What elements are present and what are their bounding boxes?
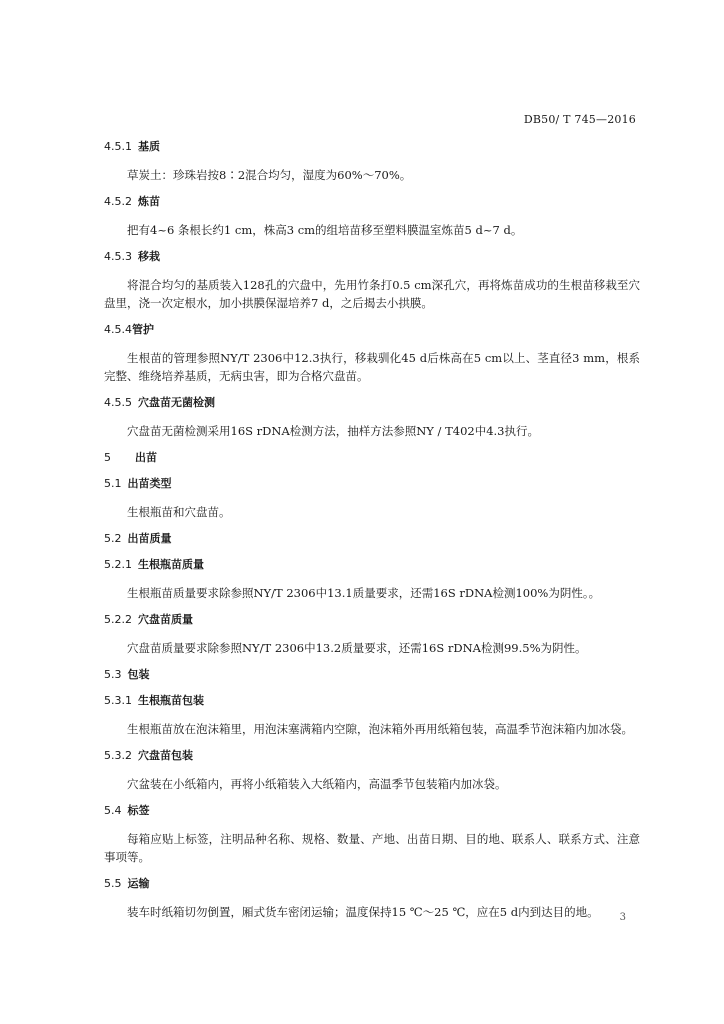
chapter-heading [104, 451, 640, 465]
section-title: 出苗 [135, 451, 157, 464]
section-title: 标签 [127, 804, 150, 817]
section-paragraph: 生根苗的管理参照NY/T 2306中12.3执行，移栽驯化45 d后株高在5 cm以上、茎直径3 mm，根系完整、维绕培养基质，无病虫害，即为合格穴盘苗。 [104, 351, 640, 383]
section-title: 出苗质量 [127, 532, 172, 545]
section-paragraph: 生根瓶苗放在泡沫箱里，用泡沫塞满箱内空隙，泡沫箱外再用纸箱包装，高温季节泡沫箱内加冰袋。 [127, 722, 633, 736]
section-number: 5.2 [104, 532, 122, 545]
page-number: 3 [619, 912, 626, 923]
section-number: 4.5.5 [104, 396, 132, 409]
section-number: 4.5.3 [104, 250, 132, 263]
section-heading [104, 877, 640, 891]
section-number: 5.5 [104, 877, 122, 890]
section-number: 4.5.4 [104, 323, 132, 336]
section-heading [104, 140, 640, 154]
section-paragraph: 生根瓶苗质量要求除参照NY/T 2306中13.1质量要求，还需16S rDNA检测100%为阴性。。 [127, 586, 601, 600]
section-heading [104, 613, 640, 627]
section-title: 生根瓶苗质量 [138, 558, 204, 571]
section-number: 5.4 [104, 804, 122, 817]
section-title: 管护 [132, 323, 154, 336]
section-number: 5.3.1 [104, 694, 132, 707]
section-number: 5.2.1 [104, 558, 132, 571]
section-heading [104, 477, 640, 491]
section-number: 4.5.2 [104, 195, 132, 208]
document-body [104, 140, 640, 932]
section-heading [104, 694, 640, 708]
section-number: 5.3.2 [104, 749, 132, 762]
section-heading [104, 323, 640, 337]
section-paragraph: 穴盘苗质量要求除参照NY/T 2306中13.2质量要求，还需16S rDNA检测99.5%为阴性。 [127, 641, 587, 655]
section-title: 运输 [127, 877, 150, 890]
section-title: 移栽 [138, 250, 160, 263]
section-title: 穴盘苗无菌检测 [138, 396, 215, 409]
section-title: 穴盘苗包装 [138, 749, 193, 762]
section-title: 出苗类型 [127, 477, 172, 490]
section-title: 炼苗 [138, 195, 160, 208]
document-number-header: DB50/ T 745—2016 [523, 113, 636, 126]
section-number: 5 [104, 451, 111, 464]
section-heading [104, 250, 640, 264]
section-number: 5.3 [104, 668, 122, 681]
section-paragraph: 生根瓶苗和穴盘苗。 [127, 505, 231, 519]
section-title: 穴盘苗质量 [138, 613, 193, 626]
section-paragraph: 穴盘苗无菌检测采用16S rDNA检测方法，抽样方法参照NY / T402中4.3执行。 [127, 424, 539, 438]
section-title: 基质 [138, 140, 160, 153]
section-heading [104, 396, 640, 410]
section-heading [104, 804, 640, 818]
section-heading [104, 749, 640, 763]
section-title: 包装 [127, 668, 150, 681]
section-paragraph: 每箱应贴上标签，注明品种名称、规格、数量、产地、出苗日期、目的地、联系人、联系方式、注意事项等。 [104, 832, 640, 864]
section-heading [104, 558, 640, 572]
section-heading [104, 668, 640, 682]
section-paragraph: 将混合均匀的基质装入128孔的穴盘中，先用竹条打0.5 cm深孔穴，再将炼苗成功的生根苗移栽至穴盘里，浇一次定根水，加小拱膜保湿培养7 d，之后揭去小拱膜。 [104, 278, 640, 310]
section-number: 4.5.1 [104, 140, 132, 153]
section-paragraph: 草炭土：珍珠岩按8∶2混合均匀，湿度为60%～70%。 [127, 168, 412, 182]
section-heading [104, 532, 640, 546]
section-paragraph: 把有4~6 条根长约1 cm，株高3 cm的组培苗移至塑料膜温室炼苗5 d~7 d。 [127, 223, 523, 237]
section-title: 生根瓶苗包装 [138, 694, 204, 707]
section-number: 5.1 [104, 477, 122, 490]
section-number: 5.2.2 [104, 613, 132, 626]
section-paragraph: 装车时纸箱切勿倒置，厢式货车密闭运输；温度保持15 ℃～25 ℃，应在5 d内到达目的地。 [127, 905, 599, 919]
section-heading [104, 195, 640, 209]
section-paragraph: 穴盆装在小纸箱内，再将小纸箱装入大纸箱内，高温季节包装箱内加冰袋。 [127, 777, 507, 791]
